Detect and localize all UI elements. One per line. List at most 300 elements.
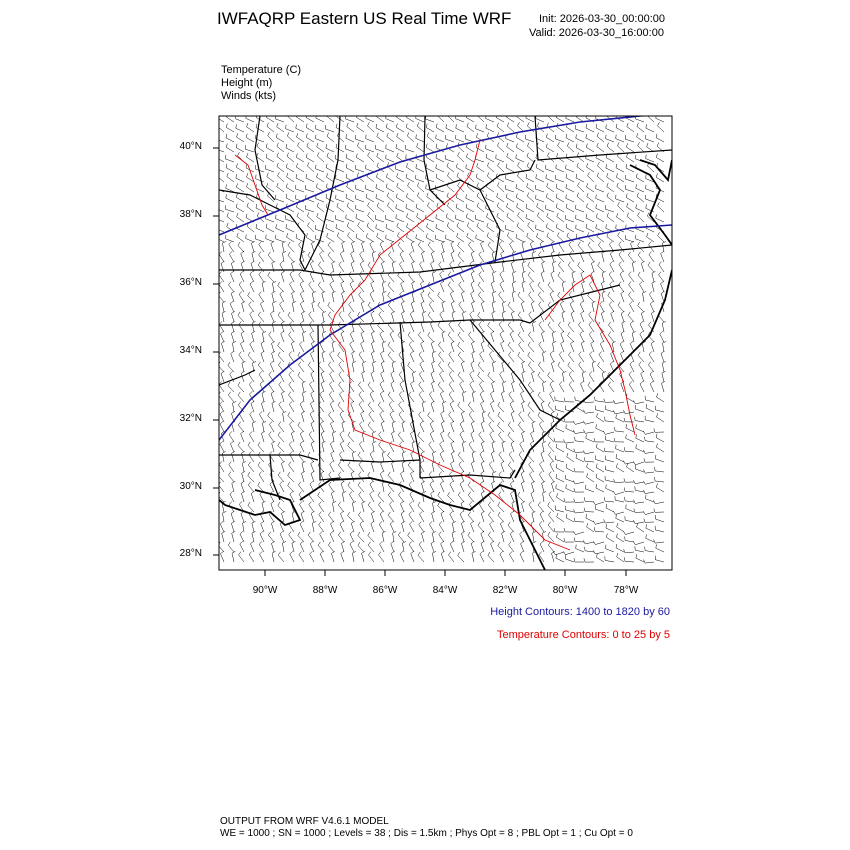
wind-barb — [341, 281, 344, 292]
wind-barb — [272, 341, 275, 352]
wind-barb — [451, 241, 454, 252]
wind-barb — [430, 321, 434, 332]
wind-barb — [239, 282, 244, 293]
wind-barb — [336, 195, 344, 202]
wind-barb — [493, 271, 497, 282]
wind-barb — [383, 291, 387, 302]
wind-barb — [426, 215, 434, 222]
wind-barb — [278, 282, 284, 292]
wind-barb — [241, 331, 244, 342]
wind-barb — [378, 492, 384, 502]
wind-barb — [330, 351, 335, 362]
wind-barb — [391, 551, 394, 562]
wind-barb — [573, 531, 584, 534]
wind-barb — [396, 194, 404, 202]
wind-barb — [630, 301, 635, 312]
wind-barb — [584, 558, 594, 562]
wind-barb — [302, 471, 305, 482]
wind-barb — [351, 401, 354, 412]
wind-barb — [416, 204, 424, 212]
wind-barb — [582, 281, 586, 292]
wind-barb — [458, 352, 464, 362]
wind-barb — [597, 413, 605, 422]
wind-barb — [349, 491, 354, 502]
wind-barb — [506, 194, 514, 202]
wind-barb — [499, 432, 505, 442]
wind-barb — [573, 430, 584, 434]
wind-barb — [402, 541, 406, 552]
wind-barb — [331, 451, 334, 462]
wind-barb — [259, 541, 264, 552]
wind-barb — [216, 225, 224, 232]
wind-barb — [481, 441, 484, 452]
wind-barb — [548, 372, 554, 382]
wind-barb — [317, 173, 325, 182]
wind-barb — [299, 492, 304, 503]
wind-barb — [246, 145, 255, 152]
wind-barb — [289, 462, 294, 472]
wind-barb — [419, 412, 424, 422]
wind-barb — [605, 417, 614, 422]
wind-barb — [226, 134, 234, 142]
wind-barb — [451, 421, 454, 432]
wind-barb — [408, 182, 415, 192]
wind-barb — [576, 144, 584, 152]
wind-barb — [641, 261, 644, 272]
wind-barb — [262, 331, 266, 342]
wind-barb — [278, 452, 284, 462]
wind-barb — [626, 185, 635, 192]
wind-barb — [356, 185, 364, 192]
wind-barb — [587, 463, 595, 472]
wind-barb — [309, 502, 314, 512]
wind-barb — [548, 322, 554, 332]
wind-barb — [356, 214, 364, 222]
wind-barb — [657, 413, 665, 422]
wind-barb — [371, 331, 374, 342]
wind-barb — [402, 421, 406, 432]
wind-barb — [386, 184, 394, 192]
wind-barb — [386, 215, 395, 222]
wind-barb — [616, 454, 624, 462]
wind-barb — [649, 351, 654, 362]
wind-barb — [352, 351, 355, 362]
wind-barb — [408, 532, 414, 542]
wind-barb — [620, 271, 624, 282]
wind-barb — [566, 215, 575, 222]
wind-barb — [466, 194, 474, 202]
wind-barb — [460, 421, 464, 432]
wind-barb — [272, 351, 275, 362]
wind-barb — [287, 132, 294, 142]
wind-barb — [380, 351, 384, 362]
wind-barb — [451, 441, 454, 452]
wind-barb — [558, 272, 564, 282]
wind-barb — [393, 531, 397, 542]
wind-barb — [553, 261, 557, 272]
wind-barb — [368, 202, 375, 212]
wind-barb — [420, 421, 424, 432]
wind-barb — [537, 203, 544, 212]
wind-barb — [621, 331, 624, 342]
wind-barb — [412, 261, 416, 272]
wind-barb — [330, 461, 334, 472]
wind-barb — [486, 154, 494, 162]
wind-barb — [438, 342, 444, 352]
wind-barb — [446, 214, 454, 223]
wind-barb — [578, 182, 585, 192]
wind-barb — [565, 506, 574, 512]
wind-barb — [589, 312, 594, 322]
wind-barb — [471, 251, 474, 262]
wind-barb — [439, 352, 445, 362]
wind-barb — [226, 124, 234, 133]
wind-barb — [610, 261, 614, 272]
wind-barb — [499, 321, 504, 332]
wind-barb — [406, 114, 414, 123]
wind-barb — [406, 124, 414, 132]
wind-barb — [268, 412, 274, 422]
wind-barb — [638, 242, 644, 252]
wind-barb — [548, 282, 554, 292]
wind-barb — [431, 491, 434, 502]
wind-barb — [522, 271, 526, 282]
wind-barb — [231, 331, 234, 342]
wind-barb — [486, 194, 494, 202]
wind-barb — [219, 251, 224, 262]
wind-barb — [528, 272, 534, 282]
wind-barb — [336, 224, 344, 232]
wind-barb — [449, 502, 454, 512]
wind-barb — [350, 341, 354, 352]
wind-barb — [566, 514, 574, 522]
wind-barb — [553, 341, 557, 352]
wind-barb — [619, 252, 624, 263]
wind-barb — [388, 282, 394, 292]
wind-barb — [478, 522, 484, 532]
wind-barb — [624, 418, 634, 422]
wind-barb — [448, 432, 454, 442]
wind-barb — [271, 521, 274, 532]
wind-barb — [330, 441, 334, 452]
wind-barb — [648, 362, 654, 372]
wind-barb — [267, 123, 274, 132]
wind-barb — [250, 281, 254, 292]
wind-barb — [329, 482, 334, 492]
wind-barb — [350, 531, 354, 542]
wind-barb — [627, 463, 635, 472]
wind-barb — [401, 471, 405, 482]
wind-barb — [226, 164, 234, 172]
wind-barb — [311, 421, 314, 432]
wind-barb — [259, 272, 264, 283]
wind-barb — [656, 455, 665, 462]
wind-barb — [548, 522, 554, 532]
wind-barb — [287, 153, 294, 162]
wind-barb — [382, 281, 386, 292]
wind-barb — [361, 411, 364, 422]
wind-barb — [340, 431, 344, 442]
wind-barb — [656, 434, 664, 442]
wind-barb — [359, 401, 364, 412]
wind-barb — [446, 135, 455, 142]
wind-barb — [450, 541, 454, 552]
wind-barb — [526, 174, 534, 182]
wind-barbs — [215, 112, 666, 563]
wind-barb — [376, 184, 384, 192]
wind-barb — [429, 391, 434, 402]
wind-barb — [468, 532, 474, 542]
wind-barb — [646, 495, 654, 502]
wind-barb — [289, 352, 294, 363]
wind-barb — [360, 251, 364, 262]
wind-barb — [456, 164, 464, 173]
wind-barb — [399, 261, 404, 272]
wind-barb — [406, 163, 414, 172]
wind-barb — [608, 322, 614, 332]
wind-barb — [248, 442, 254, 452]
wind-barb — [272, 321, 276, 332]
wind-barb — [566, 204, 574, 212]
wind-barb — [550, 381, 554, 392]
wind-barb — [597, 133, 604, 142]
wind-barb — [604, 497, 614, 502]
wind-barb — [216, 214, 224, 222]
wind-barb — [644, 458, 654, 462]
wind-barb — [336, 155, 345, 162]
wind-barb — [331, 521, 335, 532]
wind-barb — [459, 462, 464, 473]
wind-barb — [476, 235, 484, 243]
wind-barb — [310, 331, 314, 342]
wind-barb — [318, 462, 324, 472]
wind-barb — [361, 301, 364, 312]
lon-label-78w: 78°W — [613, 585, 639, 596]
wind-barb — [341, 331, 344, 342]
wind-barb — [241, 431, 244, 442]
wind-barb — [250, 411, 254, 422]
wind-barb — [516, 144, 524, 153]
wind-barb — [491, 331, 494, 342]
wind-barb — [448, 362, 454, 372]
wind-barb — [269, 332, 274, 342]
wind-barb — [656, 154, 664, 163]
wind-barb — [428, 332, 434, 342]
wind-barb — [357, 142, 364, 152]
wind-barb — [606, 524, 614, 532]
wind-barb — [584, 430, 595, 434]
wind-barb — [310, 401, 314, 412]
wind-barb — [532, 251, 536, 262]
wind-barb — [477, 163, 484, 172]
wind-barb — [239, 291, 244, 302]
wind-barb — [518, 492, 524, 502]
lon-label-86w: 86°W — [372, 585, 398, 596]
wind-barb — [633, 461, 644, 464]
wind-barb — [249, 552, 254, 563]
wind-barb — [339, 362, 344, 373]
wind-barb — [584, 410, 595, 414]
wind-barb — [458, 452, 464, 462]
wind-barb — [593, 550, 604, 554]
wind-barb — [653, 500, 664, 504]
wind-barb — [441, 511, 444, 522]
wind-barb — [458, 152, 465, 162]
wind-barb — [506, 135, 514, 142]
wind-barb — [500, 331, 504, 342]
wind-barb — [386, 173, 394, 182]
wind-barb — [268, 252, 274, 262]
wind-barb — [380, 541, 384, 552]
wind-barb — [569, 251, 574, 262]
wind-barb — [287, 112, 294, 122]
wind-barb — [276, 235, 284, 242]
wind-barb — [488, 502, 494, 512]
wind-barb — [636, 424, 644, 432]
wind-barb — [469, 442, 474, 453]
wind-barb — [527, 142, 534, 152]
wind-barb — [272, 291, 276, 302]
wind-barb — [638, 272, 644, 282]
wind-barb — [422, 251, 425, 262]
wind-barb — [347, 223, 354, 233]
wind-barb — [550, 461, 554, 472]
wind-barb — [466, 114, 474, 122]
wind-barb — [299, 452, 304, 462]
wind-barb — [588, 382, 594, 392]
wind-barb — [595, 406, 604, 412]
wind-barb — [574, 468, 584, 472]
wind-barb — [391, 381, 394, 392]
wind-barb — [613, 400, 624, 404]
wind-barb — [496, 155, 504, 163]
wind-barb — [410, 351, 414, 362]
wind-barb — [449, 552, 455, 562]
wind-barb — [614, 479, 624, 483]
wind-barb — [478, 292, 484, 302]
wind-barb — [330, 371, 334, 382]
wind-barb — [488, 322, 494, 332]
wind-barb — [518, 292, 524, 302]
wind-barb — [638, 252, 644, 262]
wind-barb — [519, 452, 524, 463]
wind-barb — [447, 223, 454, 232]
wind-barb — [361, 341, 364, 352]
wind-barb — [499, 242, 504, 253]
wind-barb — [576, 545, 584, 552]
wind-barb — [587, 183, 595, 192]
wind-barb — [376, 194, 384, 202]
wind-barb — [644, 519, 654, 523]
wind-barb — [225, 205, 234, 212]
wind-barb — [386, 224, 394, 232]
wind-barb — [608, 292, 614, 302]
wind-barb — [347, 123, 354, 132]
wind-barb — [516, 134, 524, 143]
wind-barb — [530, 471, 535, 482]
wind-barb — [637, 523, 645, 532]
wind-barb — [373, 361, 377, 372]
wind-barb — [227, 173, 234, 182]
wind-barb — [431, 401, 434, 412]
wind-barb — [248, 482, 254, 492]
wind-barb — [529, 292, 534, 302]
wind-barb — [488, 552, 494, 562]
wind-barb — [230, 441, 234, 452]
wind-barb — [339, 472, 345, 482]
wind-barb — [266, 113, 274, 122]
wind-barb — [557, 232, 564, 242]
wind-barb — [326, 215, 335, 222]
wind-barb — [352, 361, 356, 372]
wind-barb — [260, 551, 265, 562]
wind-barb — [617, 183, 624, 192]
wind-barb — [299, 501, 304, 512]
wind-barb — [486, 145, 494, 152]
wind-barb — [558, 262, 564, 272]
wind-barb — [320, 391, 324, 402]
wind-barb — [549, 512, 555, 522]
wind-barb — [311, 461, 314, 472]
wind-barb — [551, 241, 554, 252]
wind-barb — [277, 143, 284, 152]
wind-barb — [531, 301, 534, 312]
wind-barb — [471, 431, 474, 442]
wind-barb — [654, 477, 664, 482]
wind-barb — [307, 143, 314, 152]
wind-barb — [654, 540, 665, 544]
wind-barb — [507, 153, 514, 162]
wind-barb — [511, 261, 514, 272]
wind-barb — [268, 272, 274, 282]
wind-barb — [479, 272, 484, 283]
wind-barb — [340, 441, 344, 452]
wind-barb — [339, 312, 344, 323]
wind-barb — [368, 212, 374, 222]
wind-barb — [458, 252, 464, 262]
wind-barb — [410, 431, 414, 442]
wind-barb — [654, 509, 664, 513]
wind-barb — [302, 461, 306, 472]
wind-barb — [262, 281, 266, 292]
wind-barb — [607, 193, 614, 202]
wind-barb — [468, 492, 474, 502]
wind-barb — [598, 362, 604, 372]
wind-barb — [500, 281, 504, 292]
wind-barb — [219, 281, 224, 292]
wind-barb — [561, 341, 564, 352]
wind-barb — [440, 371, 445, 382]
wind-barb — [352, 551, 356, 562]
wind-barb — [656, 443, 664, 452]
wind-barb — [328, 242, 334, 252]
wind-barb — [388, 252, 394, 262]
wind-barb — [635, 546, 644, 552]
wind-barb — [632, 261, 636, 272]
wind-barb — [382, 531, 386, 542]
wind-barb — [426, 124, 434, 132]
wind-barb — [629, 282, 634, 292]
wind-barb — [282, 541, 286, 552]
wind-barb — [258, 442, 264, 452]
wind-barb — [596, 124, 604, 132]
wind-barb — [633, 541, 644, 544]
wind-barb — [227, 113, 235, 122]
wind-barb — [370, 291, 374, 302]
wind-barb — [448, 282, 454, 292]
wind-barb — [588, 242, 594, 252]
wind-barb — [371, 311, 374, 322]
